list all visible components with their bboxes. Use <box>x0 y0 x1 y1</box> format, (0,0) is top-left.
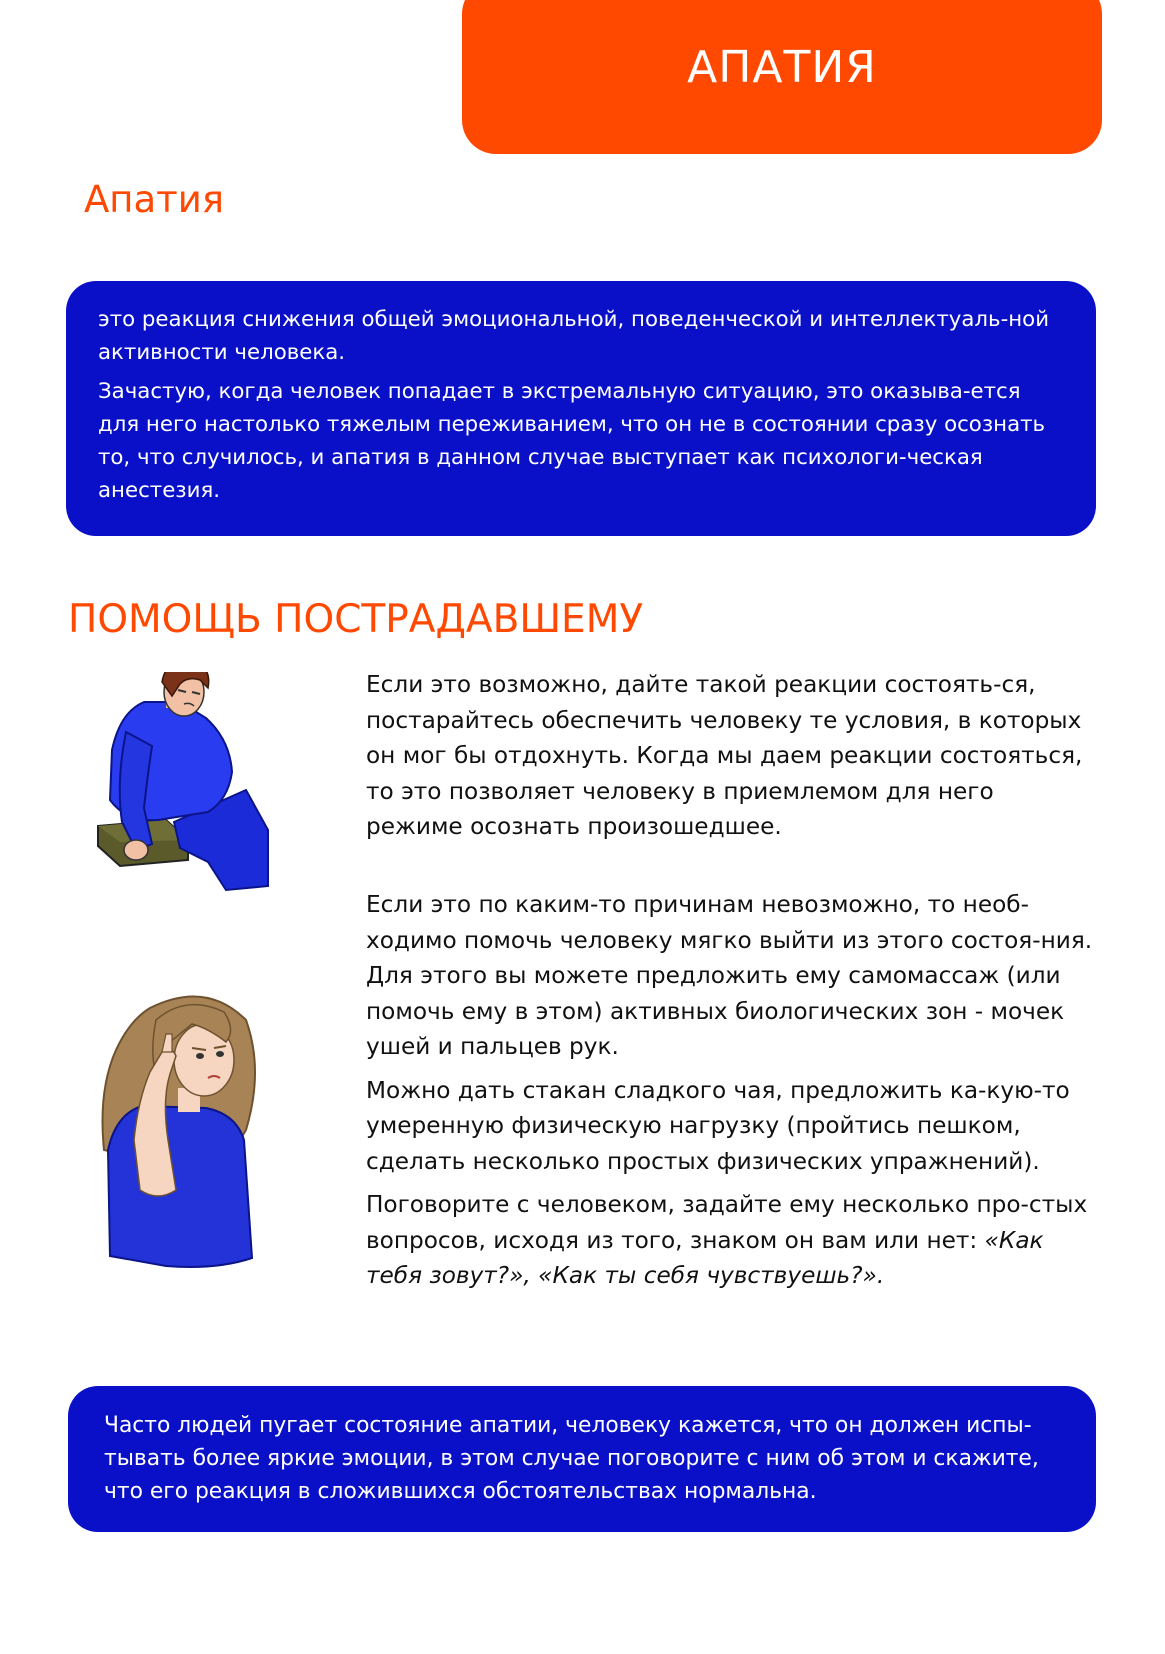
help-paragraph: Если это по каким-то причинам невозможно, то необ-ходимо помочь человеку мягко выйти из этого состоя-ния. Для этого вы можете предложить ему самомассаж (или помочь ему в этом) активных биологических зон - мочек ушей и пальцев рук. <box>366 891 1093 1060</box>
help-paragraph: Если это возможно, дайте такой реакции состоять-ся, постарайтесь обеспечить человеку те условия, в которых он мог бы отдохнуть. Когда мы даем реакции состояться, то это позволяет человеку в приемлемом для него режиме осознать произошедшее. <box>366 671 1083 840</box>
pensive-woman-illustration <box>96 990 266 1280</box>
help-paragraph-text: Поговорите с человеком, задайте ему несколько про-стых вопросов, исходя из того, знаком он вам или нет: <box>366 1191 1088 1254</box>
page-title: АПАТИЯ <box>687 42 877 93</box>
help-text-top <box>366 667 1096 853</box>
definition-box <box>66 281 1096 536</box>
help-paragraph <box>366 1187 1096 1294</box>
note-box <box>68 1386 1096 1532</box>
definition-paragraph: Зачастую, когда человек попадает в экстремальную ситуацию, это оказыва-ется для него настолько тяжелым переживанием, что он не в состоянии сразу осознать то, что случилось, и апатия в данном случае выступает как психологи-ческая анестезия. <box>98 379 1046 503</box>
definition-heading: Апатия <box>84 178 225 221</box>
help-text-bottom <box>366 887 1096 1294</box>
note-text: Часто людей пугает состояние апатии, человеку кажется, что он должен испы-тывать более яркие эмоции, в этом случае поговорите с ним об этом и скажите, что его реакция в сложившихся обстоятельствах нормальна. <box>104 1413 1039 1504</box>
example-questions: «Как тебя зовут?», «Как ты себя чувствуешь?». <box>366 1226 1044 1289</box>
help-paragraph: Можно дать стакан сладкого чая, предложить ка-кую-то умеренную физическую нагрузку (пройтись пешком, сделать несколько простых физических упражнений). <box>366 1076 1070 1175</box>
sad-man-illustration <box>96 672 286 912</box>
definition-paragraph: это реакция снижения общей эмоциональной, поведенческой и интеллектуаль-ной активности человека. <box>98 307 1050 365</box>
help-heading: ПОМОЩЬ ПОСТРАДАВШЕМУ <box>68 597 644 642</box>
